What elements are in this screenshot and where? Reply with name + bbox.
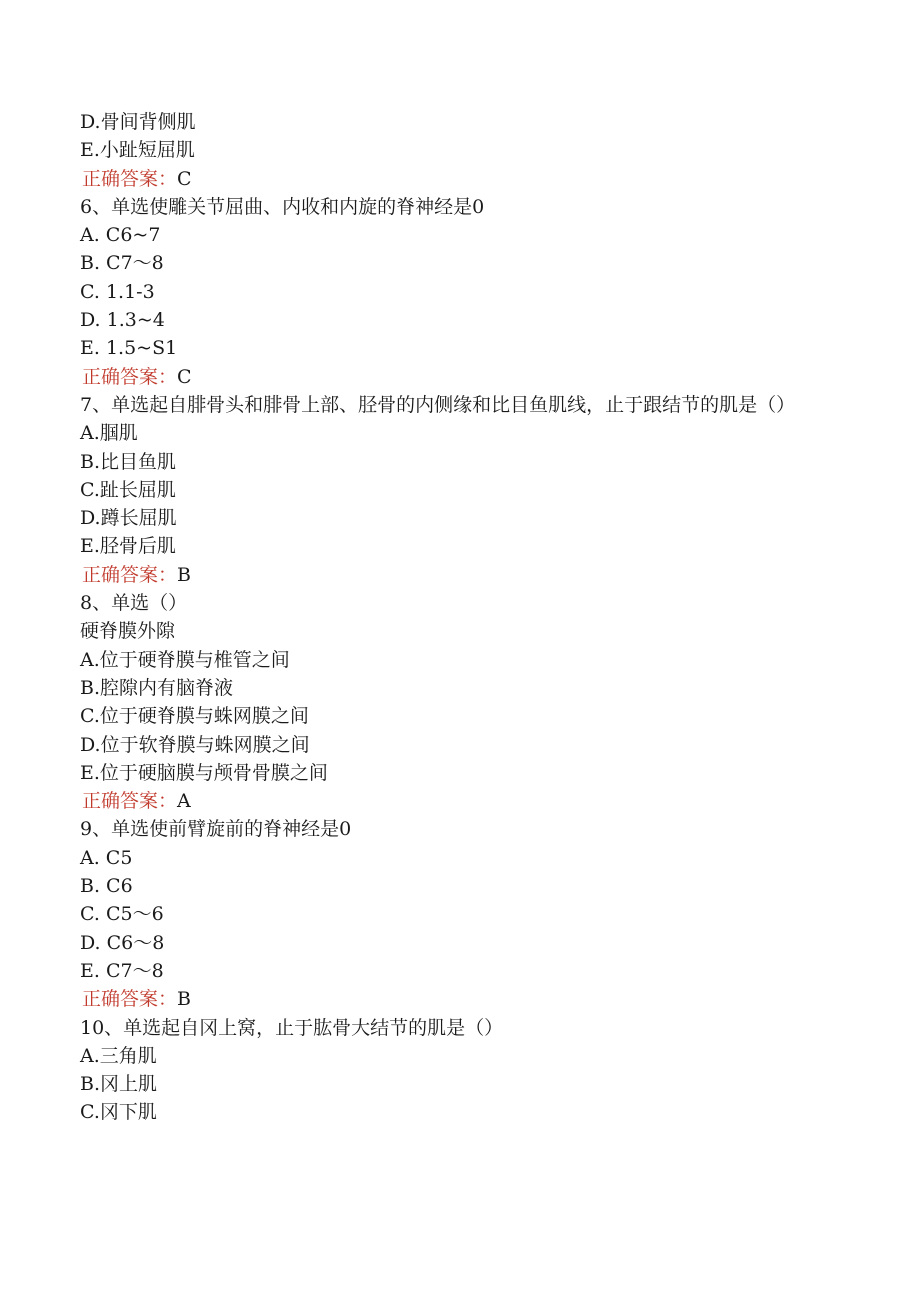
option-c-q10: C.冈下肌 xyxy=(80,1101,157,1124)
option-c-q6: C. 1.1-3 xyxy=(80,280,155,303)
option-d-q6: D. 1.3~4 xyxy=(80,309,165,332)
answer-value: B xyxy=(177,988,191,1011)
option-b-q10: B.冈上肌 xyxy=(80,1073,158,1096)
answer-label: 正确答案： xyxy=(82,563,178,586)
question-8: 8、单选（） xyxy=(80,592,188,615)
question-6: 6、单选使雕关节屈曲、内收和内旋的脊神经是0 xyxy=(80,195,485,218)
option-b-q8: B.腔隙内有脑脊液 xyxy=(80,676,234,699)
option-a-q10: A.三角肌 xyxy=(80,1044,157,1067)
option-c-q7: C.趾长屈肌 xyxy=(80,478,176,501)
answer-q9 xyxy=(80,985,840,1013)
option-a-q9: A. C5 xyxy=(80,846,133,869)
answer-q6 xyxy=(80,363,840,391)
document-page xyxy=(80,108,840,1127)
answer-q7 xyxy=(80,561,840,589)
option-a-q6: A. C6~7 xyxy=(80,224,161,247)
option-e-q5: E.小趾短屈肌 xyxy=(80,139,195,162)
question-10: 10、单选起自冈上窝，止于肱骨大结节的肌是（） xyxy=(80,1016,504,1039)
answer-value: A xyxy=(177,790,191,813)
option-b-q7: B.比目鱼肌 xyxy=(80,450,177,473)
question-9: 9、单选使前臂旋前的脊神经是0 xyxy=(80,818,352,841)
option-e-q7: E.胫骨后肌 xyxy=(80,535,176,558)
question-8-stem: 硬脊膜外隙 xyxy=(80,620,176,643)
option-d-q5: D.骨间背侧肌 xyxy=(80,111,196,133)
answer-q8 xyxy=(80,787,840,815)
option-d-q7: D.蹲长屈肌 xyxy=(80,507,177,530)
option-e-q6: E. 1.5~S1 xyxy=(80,337,178,360)
option-a-q7: A.腘肌 xyxy=(80,422,138,445)
answer-value: C xyxy=(177,167,192,190)
option-d-q8: D.位于软脊膜与蛛网膜之间 xyxy=(80,733,310,756)
answer-label: 正确答案： xyxy=(82,790,178,813)
option-c-q8: C.位于硬脊膜与蛛网膜之间 xyxy=(80,705,309,728)
option-e-q9: E. C7～8 xyxy=(80,959,164,982)
option-d-q9: D. C6～8 xyxy=(80,931,165,954)
answer-value: C xyxy=(177,365,192,388)
answer-label: 正确答案： xyxy=(82,988,178,1011)
option-b-q6: B. C7～8 xyxy=(80,252,164,275)
option-b-q9: B. C6 xyxy=(80,875,133,898)
answer-label: 正确答案： xyxy=(82,365,178,388)
answer-value: B xyxy=(177,563,191,586)
question-7: 7、单选起自腓骨头和腓骨上部、胫骨的内侧缘和比目鱼肌线，止于跟结节的肌是（） xyxy=(80,393,796,416)
answer-label: 正确答案： xyxy=(82,167,178,190)
option-a-q8: A.位于硬脊膜与椎管之间 xyxy=(80,648,290,671)
option-c-q9: C. C5～6 xyxy=(80,903,164,926)
option-e-q8: E.位于硬脑膜与颅骨骨膜之间 xyxy=(80,761,328,784)
answer-q5 xyxy=(80,165,840,193)
